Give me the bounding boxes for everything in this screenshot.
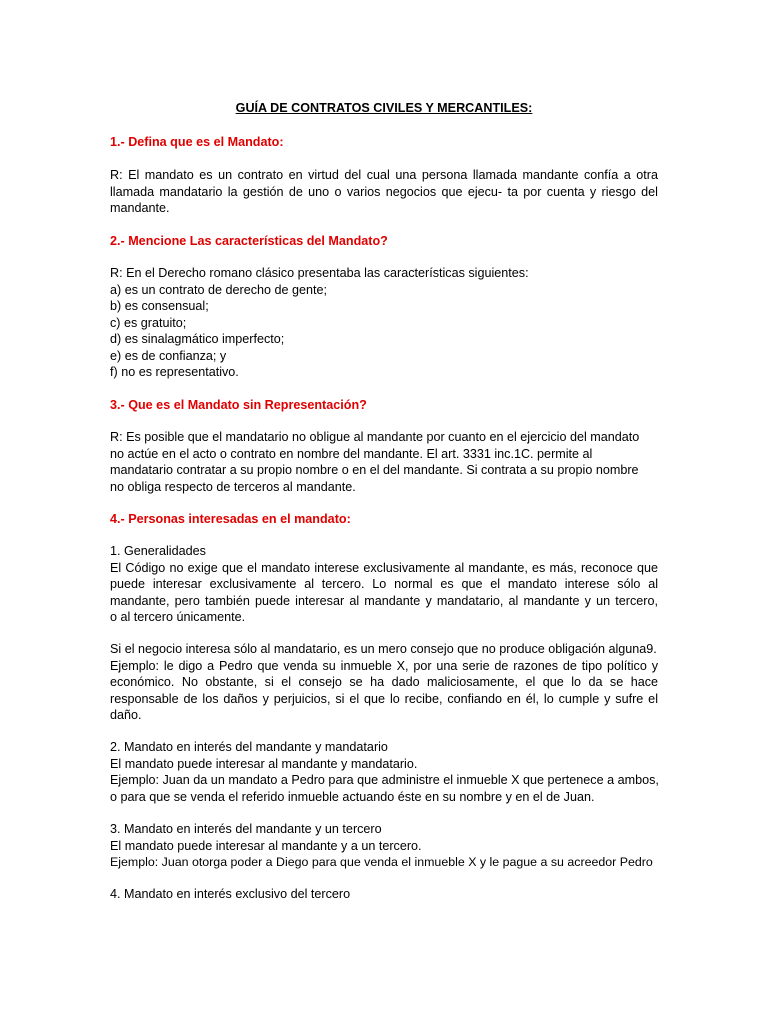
q4-consejo-line: económico. No obstante, si el consejo se ha dado maliciosamente, el que lo da se hace — [110, 675, 658, 689]
q3-answer-line: no obliga respecto de terceros al mandante. — [110, 479, 356, 494]
q2-answer-line: R: En el Derecho romano clásico presentaba las características siguientes: — [110, 266, 529, 280]
q2-list-item: f) no es representativo. — [110, 365, 239, 379]
q4-paragraph-line: mandante, pero también puede interesar al mandante y mandatario, al mandante y un tercero, — [110, 593, 658, 608]
q1-heading: 1.- Defina que es el Mandato: — [110, 135, 284, 149]
q4-paragraph-line: El Código no exige que el mandato interese exclusivamente al mandante, es más, reconoce que — [110, 560, 658, 575]
q1-answer-line: mandante. — [110, 201, 170, 215]
q4-heading: 4.- Personas interesadas en el mandato: — [110, 512, 351, 526]
q2-list-item: b) es consensual; — [110, 299, 209, 313]
q4-consejo-line: Ejemplo: le digo a Pedro que venda su inmueble X, por una serie de razones de tipo político y — [110, 658, 658, 673]
q4-item3-line: El mandato puede interesar al mandante y a un tercero. — [110, 838, 422, 853]
q4-subheading-generalidades: 1. Generalidades — [110, 544, 206, 558]
q1-answer-line: R: El mandato es un contrato en virtud del cual una persona llamada mandante confía a otra — [110, 168, 658, 182]
q1-answer-line: llamada mandatario la gestión de uno o varios negocios que ejecu- ta por cuenta y riesgo del — [110, 184, 658, 199]
q4-item3-line: Ejemplo: Juan otorga poder a Diego para que venda el inmueble X y le pague a su acreedor Pedro — [110, 855, 653, 869]
q4-paragraph-line: o al tercero únicamente. — [110, 610, 246, 624]
q3-answer-line: no actúe en el acto o contrato en nombre del mandante. El art. 3331 inc.1C. permite al — [110, 446, 593, 461]
q4-paragraph-line: puede interesar exclusivamente al tercero. Lo normal es que el mandato interese sólo al — [110, 577, 658, 591]
q3-heading: 3.- Que es el Mandato sin Representación? — [110, 398, 367, 412]
q4-consejo-line: daño. — [110, 708, 142, 722]
q3-answer-line: mandatario contratar a su propio nombre o en el del mandante. Si contrata a su propio nombre — [110, 463, 639, 477]
q4-item3-heading: 3. Mandato en interés del mandante y un tercero — [110, 822, 382, 836]
q4-item2-line: Ejemplo: Juan da un mandato a Pedro para que administre el inmueble X que pertenece a ambos, — [110, 773, 659, 787]
q4-item2-heading: 2. Mandato en interés del mandante y mandatario — [110, 740, 388, 754]
q4-item4-heading: 4. Mandato en interés exclusivo del tercero — [110, 887, 351, 901]
q2-list-item: d) es sinalagmático imperfecto; — [110, 332, 285, 346]
q4-consejo-line: responsable de los daños y perjuicios, si el que lo recibe, confiando en él, lo cumple y sufre el — [110, 691, 658, 706]
q4-item2-line: El mandato puede interesar al mandante y mandatario. — [110, 756, 418, 771]
q2-list-item: a) es un contrato de derecho de gente; — [110, 282, 328, 297]
q2-heading: 2.- Mencione Las características del Mandato? — [110, 234, 388, 248]
document-title: GUÍA DE CONTRATOS CIVILES Y MERCANTILES: — [235, 101, 533, 115]
q2-list-item: c) es gratuito; — [110, 315, 187, 330]
q4-consejo-line: Si el negocio interesa sólo al mandatario, es un mero consejo que no produce obligación alguna9. — [110, 642, 657, 656]
q4-item2-line: o para que se venda el referido inmueble actuando éste en su nombre y en el de Juan. — [110, 789, 595, 804]
q2-list-item: e) es de confianza; y — [110, 348, 227, 363]
q3-answer-line: R: Es posible que el mandatario no obligue al mandante por cuanto en el ejercicio del mandato — [110, 430, 640, 444]
